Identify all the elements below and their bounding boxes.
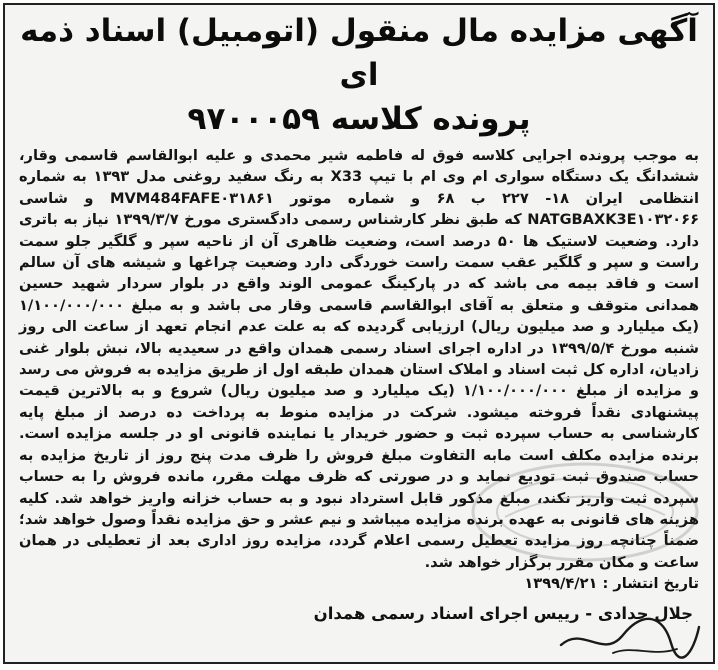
notice-body: به موجب پرونده اجرایی کلاسه فوق له فاطمه شیر محمدی و علیه ابوالقاسم قاسمی وقار، ششدانگ یک دستگاه سواری ام وی ام با تیپ X33 به رنگ سفید روغنی مدل ۱۳۹۳ به شماره انتظامی ایران ۱۸- ۲۲۷ ب ۶۸ و شماره موتور MVM484FAFE۰۳۱۸۶۱ و شاسی NATGBAXK3E۱۰۳۲۰۶۶ که طبق نظر کارشناس رسمی دادگستری مورخ ۱۳۹۹/۳/۷ نیاز به باتری دارد. وضعیت لاستیک ها ۵۰ درصد است، وضعیت ظاهری آن از ناحیه سپر و گلگیر جلو سمت راست و سپر و گلگیر عقب سمت راست خوردگی دارد وضعیت چراغها و شیشه های آن سالم است و فاقد بیمه می باشد که در پارکینگ عمومی الوند واقع در بلوار سردار شهید حسین همدانی متوقف و متعلق به آقای ابوالقاسم قاسمی وقار می باشد و به مبلغ ۱/۱۰۰/۰۰۰/۰۰۰ (یک میلیارد و صد میلیون ریال) ارزیابی گردیده که به علت عدم انجام تعهد از ساعت الی روز شنبه مورخ ۱۳۹۹/۵/۴ در اداره اجرای اسناد رسمی همدان واقع در سعیدیه بالا، نبش بلوار غنی زادیان، اداره کل ثبت اسناد و املاک استان همدان طبقه اول از طریق مزایده به فروش می رسد و مزایده از مبلغ ۱/۱۰۰/۰۰۰/۰۰۰ (یک میلیارد و صد میلیون ریال) شروع و به بالاترین قیمت پیشنهادی نقداً فروخته میشود. شرکت در مزایده منوط به پرداخت ده درصد از مبلغ پایه کارشناسی به حساب سپرده ثبت و حضور خریدار یا نماینده قانونی او در جلسه مزایده است. برنده مزایده مکلف است مابه التفاوت مبلغ فروش را ظرف مدت پنج روز از تاریخ مزایده به حساب صندوق ثبت تودیع نماید و در صورتی که ظرف مهلت مقرر، مانده فروش را به حساب سپرده ثبت واریز نکند، مبلغ مذکور قابل استرداد نبود و به حساب خزانه واریز خواهد شد. کلیه هزینه های قانونی به عهده برنده مزایده میباشد و نیم عشر و حق مزایده نقداً وصول خواهد شد؛ ضمناً چنانچه روز مزایده تعطیل رسمی اعلام گردد، مزایده روز اداری بعد از تعطیلی در همان ساعت و مکان مقرر برگزار خواهد شد.	[19, 147, 699, 571]
auction-notice	[3, 3, 715, 664]
case-number-title: پرونده کلاسه ۹۷۰۰۰۵۹	[187, 101, 531, 137]
signature-line: جلال حدادی - رییس اجرای اسناد رسمی همدان	[313, 604, 693, 624]
notice-title: آگهی مزایده مال منقول (اتومبیل) اسناد ذمه ای	[20, 13, 698, 93]
publication-date: تاریخ انتشار : ۱۳۹۹/۴/۲۱	[524, 575, 699, 593]
